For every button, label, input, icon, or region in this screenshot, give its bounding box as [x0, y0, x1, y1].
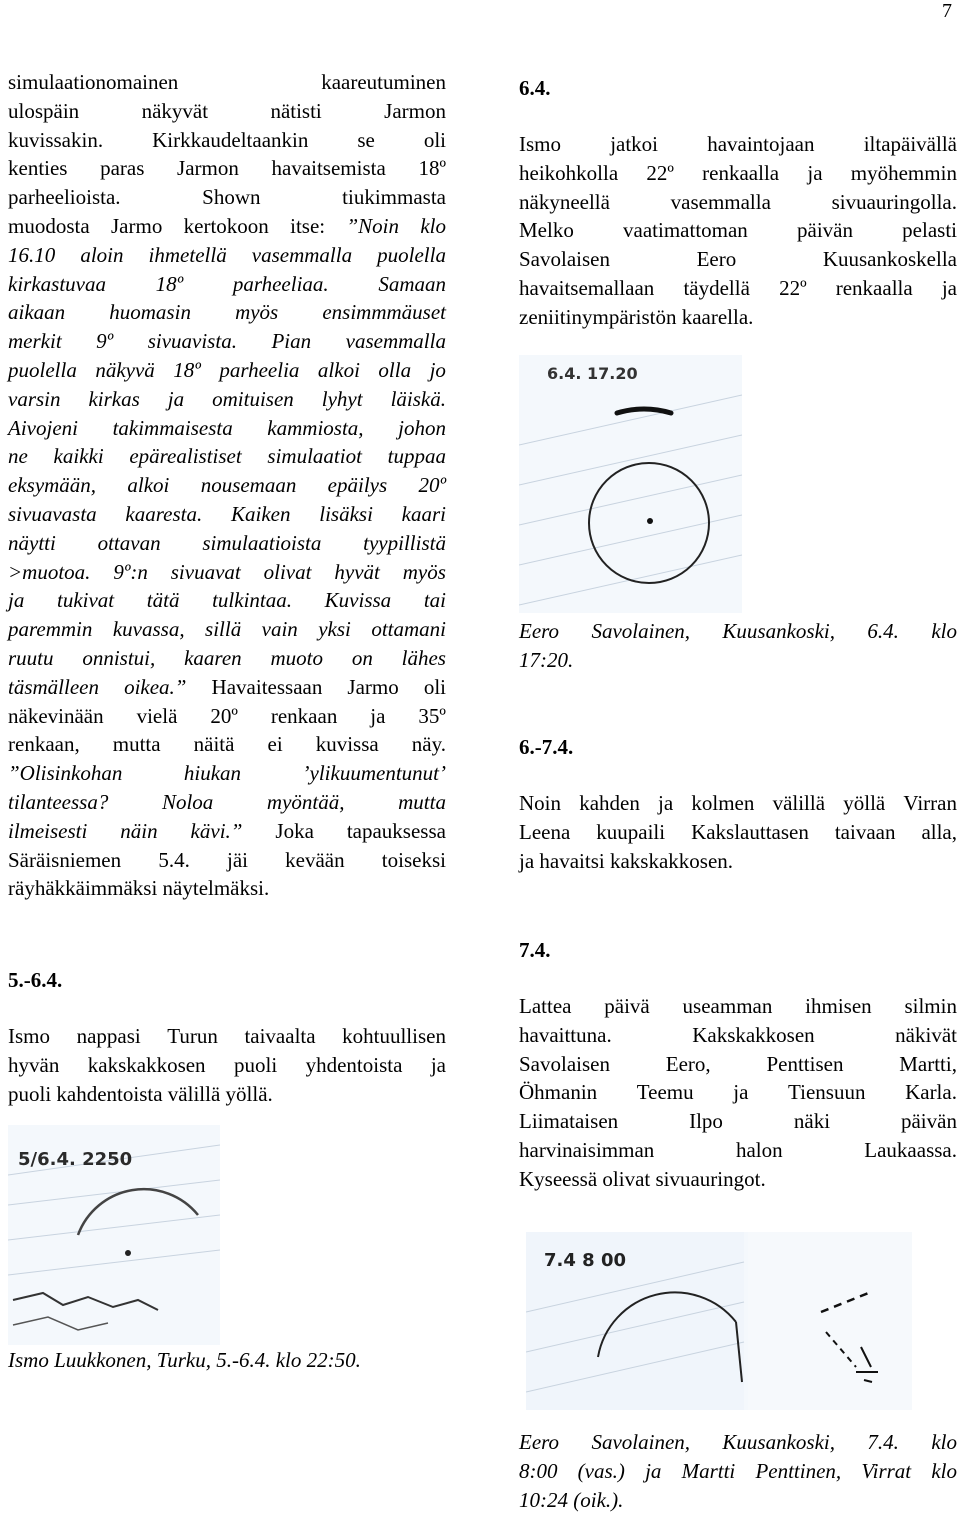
- text-line: havaitsemallaan täydellä 22º renkaalla ja: [519, 275, 957, 300]
- text-line: puoli kahdentoista välillä yöllä.: [8, 1081, 273, 1106]
- text-line: Noin kahden ja kolmen välillä yöllä Virran: [519, 791, 957, 815]
- text-line: Liimataisen Ilpo näki päivän: [519, 1109, 957, 1134]
- text-line: 17:20.: [519, 647, 574, 672]
- text-line: zeniitinympäristön kaarella.: [519, 304, 754, 329]
- text-line: ulospäin näkyvät nätisti Jarmon: [8, 98, 446, 123]
- text-line: Ismo nappasi Turun taivaalta kohtuullisen: [8, 1024, 446, 1048]
- text-line: täsmälleen oikea.” Havaitessaan Jarmo oli: [8, 674, 446, 699]
- text-line: heikohkolla 22º renkaalla ja myöhemmin: [519, 160, 957, 185]
- heading-6-4: 6.4.: [519, 76, 551, 100]
- caption-kuusankoski-1: [519, 617, 957, 675]
- heading-5-6-4: 5.-6.4.: [8, 968, 63, 992]
- left-paragraph-2: [8, 1022, 446, 1108]
- text-line: ne kaikki epärealistiset simulaatiot tuppaa: [8, 444, 446, 469]
- text-line: Savolaisen Eero Kuusankoskella: [519, 247, 957, 272]
- right-paragraph-3: [519, 992, 957, 1194]
- sketch-kuusankoski-1: [519, 355, 742, 613]
- caption-turku: Ismo Luukkonen, Turku, 5.-6.4. klo 22:50.: [8, 1348, 361, 1372]
- heading-6-7-4: 6.-7.4.: [519, 735, 574, 759]
- sketch-label: 6.4. 17.20: [547, 364, 638, 383]
- text-line: paremmin kuvassa, sillä vain yksi ottamani: [8, 617, 446, 642]
- heading-7-4: 7.4.: [519, 938, 551, 962]
- text-line: renkaan, mutta näitä ei kuvissa näy.: [8, 732, 446, 757]
- text-line: näkyneellä vasemmalla sivuauringolla.: [519, 189, 957, 214]
- text-line: 8:00 (vas.) ja Martti Penttinen, Virrat klo: [519, 1458, 957, 1483]
- right-paragraph-1: [519, 130, 957, 332]
- text-line: merkit 9º sivuavista. Pian vasemmalla: [8, 329, 446, 354]
- left-column: [8, 68, 446, 903]
- text-line: eksymään, alkoi nousemaan epäilys 20º: [8, 473, 446, 498]
- sketch-label: 7.4 8 00: [544, 1250, 626, 1271]
- left-paragraph-1: [8, 68, 446, 903]
- text-line: Kyseessä olivat sivuauringot.: [519, 1166, 766, 1191]
- text-line: Öhmanin Teemu ja Tiensuun Karla.: [519, 1080, 957, 1105]
- text-line: ja havaitsi kakskakkosen.: [519, 848, 734, 873]
- text-line: harvinaisimman halon Laukaassa.: [519, 1137, 957, 1162]
- text-line: ruutu onnistui, kaaren muoto on lähes: [8, 645, 446, 670]
- text-line: hyvän kakskakkosen puoli yhdentoista ja: [8, 1052, 446, 1077]
- text-line: puolella näkyvä 18º parheelia alkoi olla jo: [8, 357, 446, 382]
- text-line: 16.10 aloin ihmetellä vasemmalla puolella: [8, 242, 446, 267]
- text-line: Eero Savolainen, Kuusankoski, 6.4. klo: [519, 619, 957, 643]
- text-line: havaittuna. Kakskakkosen näkivät: [519, 1022, 957, 1047]
- text-line: muodosta Jarmo kertokoon itse: ”Noin klo: [8, 213, 446, 238]
- text-line: näytti ottavan simulaatioista tyypillistä: [8, 530, 446, 555]
- sketch-kuusankoski-virrat: [526, 1232, 912, 1410]
- page-number: 7: [942, 0, 952, 22]
- text-line: parheelioista. Shown tiukimmasta: [8, 185, 446, 210]
- text-line: kirkastuvaa 18º parheeliaa. Samaan: [8, 271, 446, 296]
- text-line: kenties paras Jarmon havaitsemista 18º: [8, 156, 446, 181]
- text-line: tilanteessa? Noloa myöntää, mutta: [8, 789, 446, 814]
- text-line: sivuavasta kaaresta. Kaiken lisäksi kaari: [8, 501, 446, 526]
- text-line: Aivojeni takimmaisesta kammiosta, johon: [8, 415, 446, 440]
- text-line: 10:24 (oik.).: [519, 1487, 624, 1512]
- text-line: Säräisniemen 5.4. jäi kevään toiseksi: [8, 847, 446, 872]
- text-line: aikaan huomasin myös ensimmmäuset: [8, 300, 446, 325]
- text-line: Melko vaatimattoman päivän pelasti: [519, 218, 957, 243]
- text-line: Eero Savolainen, Kuusankoski, 7.4. klo: [519, 1430, 957, 1454]
- text-line: räyhäkkäimmäksi näytelmäksi.: [8, 876, 270, 901]
- text-line: ilmeisesti näin kävi.” Joka tapauksessa: [8, 818, 446, 843]
- sketch-label: 5/6.4. 2250: [18, 1149, 133, 1170]
- caption-kuusankoski-virrat: [519, 1428, 957, 1514]
- text-line: kuvissakin. Kirkkaudeltaankin se oli: [8, 127, 446, 152]
- text-line: Leena kuupaili Kakslauttasen taivaan alla,: [519, 819, 957, 844]
- text-line: näkevinään vielä 20º renkaan ja 35º: [8, 703, 446, 728]
- text-line: Savolaisen Eero, Penttisen Martti,: [519, 1051, 957, 1076]
- text-line: ja tukivat tätä tulkintaa. Kuvissa tai: [8, 588, 446, 613]
- text-line: >muotoa. 9º:n sivuavat olivat hyvät myös: [8, 559, 446, 584]
- text-line: ”Olisinkohan hiukan ’ylikuumentunut’: [8, 761, 446, 786]
- right-paragraph-2: [519, 789, 957, 875]
- text-line: varsin kirkas ja omituisen lyhyt läiskä.: [8, 386, 446, 411]
- text-line: simulaationomainen kaareutuminen: [8, 70, 446, 94]
- text-line: Lattea päivä useamman ihmisen silmin: [519, 994, 957, 1018]
- sketch-turku: [8, 1125, 220, 1345]
- text-line: Ismo jatkoi havaintojaan iltapäivällä: [519, 132, 957, 156]
